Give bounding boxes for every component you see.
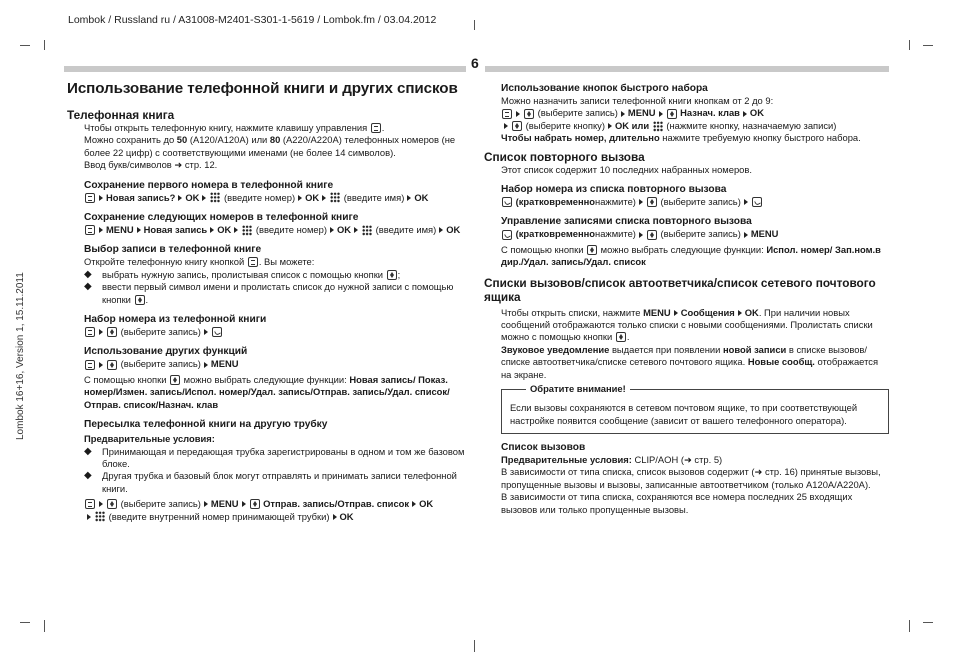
nav-key-icon [107, 499, 117, 509]
char-input-ref: Ввод букв/символов ➜ стр. 12. [84, 159, 218, 171]
crop-mark [20, 45, 30, 46]
menu-key-icon [85, 225, 95, 235]
arrow-icon [659, 111, 663, 117]
nav-key-icon [107, 360, 117, 370]
arrow-icon [210, 227, 214, 233]
call-lists-open-text: Чтобы открыть списки, нажмите MENU Сообщения OK. При наличии новых сообщений отображаются только списки с новыми сообщениями. Пролистать списки можно с помощью кнопки . [501, 306, 873, 343]
speed-dial-heading: Использование кнопок быстрого набора [501, 83, 708, 94]
call-lists-sound-text: Звуковое уведомление выдается при появлении новой записи в списке вызовов/списке автоответчика/списке сетевого почтового ящика. Новые сообщ. отображается на экране. [501, 343, 879, 380]
arrow-icon [674, 310, 678, 316]
speed-dial-intro: Можно назначить записи телефонной книги кнопкам от 2 до 9: [501, 95, 774, 106]
other-functions-text: С помощью кнопки можно выбрать следующие функции: Новая запись/ Показ. номер/Измен. запись/Испол. номер/Удал. запись/Отправ. запись/Удал. список/Отправ. список/Назнач. клав [84, 373, 450, 410]
menu-key-icon [371, 123, 381, 133]
save-first-steps: Новая запись? OK (введите номер) OK (введите имя) OK [84, 192, 472, 204]
keypad-icon [362, 225, 372, 236]
call-key-icon [752, 197, 762, 207]
note-text: Если вызовы сохраняются в сетевом почтовом ящике, то при соответствующей настройке появится сообщение (зависит от вашего телефонного оператора). [510, 402, 858, 426]
call-key-icon [502, 230, 512, 240]
call-list-text-1: В зависимости от типа списка, список вызовов содержит (➜ стр. 16) принятые вызовы, пропущенные вызовы и вызовы, записанные автоответчиком (только A120A/A220A). [501, 466, 881, 490]
keypad-icon [95, 511, 105, 522]
crop-mark [923, 622, 933, 623]
call-list-heading: Список вызовов [501, 441, 586, 453]
nav-key-icon [170, 375, 180, 385]
crop-mark [909, 40, 910, 50]
redial-manage-text: С помощью кнопки можно выбрать следующие функции: Испол. номер/ Зап.ном.в дир./Удал. запись/Удал. список [501, 243, 881, 268]
menu-key-icon [85, 360, 95, 370]
arrow-icon [137, 227, 141, 233]
redial-manage-steps: (кратковременно нажмите) (выберите запись) MENU [501, 228, 889, 240]
arrow-icon [204, 329, 208, 335]
crop-mark [474, 640, 475, 652]
menu-key-icon [85, 327, 95, 337]
call-list-preconditions: Предварительные условия: CLIP/AOH (➜ стр. 5) [501, 453, 723, 465]
redial-list-text: Этот список содержит 10 последних набранных номеров. [501, 163, 752, 175]
transfer-steps: (выберите запись) MENU Отправ. запись/Отправ. список OK [84, 498, 472, 510]
arrow-icon [204, 362, 208, 368]
list-item: ◆ Другая трубка и базовый блок могут отправлять и принимать записи телефонной книги. [84, 470, 457, 494]
list-item: ◆ выбрать нужную запись, пролистывая список с помощью кнопки ; [84, 268, 401, 280]
menu-key-icon [502, 109, 512, 119]
crop-mark [44, 620, 45, 632]
arrow-icon [639, 232, 643, 238]
arrow-icon [99, 195, 103, 201]
select-entry-heading: Выбор записи в телефонной книге [84, 244, 262, 256]
select-entry-intro: Откройте телефонную книгу кнопкой . Вы можете: [84, 256, 315, 268]
arrow-icon [354, 227, 358, 233]
nav-key-icon [250, 499, 260, 509]
arrow-icon [608, 123, 612, 129]
transfer-steps-2: (введите внутренний номер принимающей трубки) OK [84, 511, 472, 523]
arrow-icon [178, 195, 182, 201]
nav-key-icon [667, 109, 677, 119]
page-number: 6 [471, 55, 479, 71]
speed-dial-steps: (выберите запись) MENU Назнач. клав OK [501, 107, 889, 119]
save-first-heading: Сохранение первого номера в телефонной книге [84, 179, 334, 191]
redial-dial-steps: (кратковременно нажмите) (выберите запись) [501, 196, 889, 208]
list-item: ◆ Принимающая и передающая трубка зарегистрированы в одном и том же базовом блоке. [84, 445, 465, 469]
keypad-icon [242, 225, 252, 236]
arrow-icon [204, 501, 208, 507]
call-lists-heading: Списки вызовов/список автоответчика/список сетевого почтового ящика [484, 275, 876, 304]
arrow-icon [234, 227, 238, 233]
arrow-icon [639, 199, 643, 205]
keypad-icon [210, 192, 220, 203]
nav-key-icon [647, 230, 657, 240]
arrow-icon [99, 362, 103, 368]
call-list-text-2: В зависимости от типа списка, сохраняются все номера последних 25 входящих вызовов или только пропущенные вызовы. [501, 491, 853, 515]
crop-mark [909, 620, 910, 632]
menu-key-icon [248, 257, 258, 267]
crop-mark [44, 40, 45, 50]
right-column [484, 82, 889, 516]
arrow-icon [412, 501, 416, 507]
nav-key-icon [524, 109, 534, 119]
crop-mark [20, 622, 30, 623]
page-title: Использование телефонной книги и других списков [67, 80, 458, 97]
other-functions-heading: Использование других функций [84, 346, 248, 358]
phonebook-open-text: Чтобы открыть телефонную книгу, нажмите клавишу управления . [84, 122, 385, 133]
header-rule-right [485, 66, 889, 72]
keypad-icon [653, 121, 663, 132]
transfer-preconditions-label: Предварительные условия: [84, 433, 215, 445]
dial-from-book-steps: (выберите запись) [84, 326, 472, 338]
call-key-icon [502, 197, 512, 207]
nav-key-icon [387, 270, 397, 280]
arrow-icon [439, 227, 443, 233]
menu-key-icon [85, 499, 95, 509]
note-box [501, 383, 889, 434]
arrow-icon [99, 329, 103, 335]
arrow-icon [99, 501, 103, 507]
note-label: Обратите внимание! [526, 383, 630, 395]
nav-key-icon [107, 327, 117, 337]
redial-list-heading: Список повторного вызова [484, 149, 645, 164]
arrow-icon [744, 199, 748, 205]
arrow-icon [298, 195, 302, 201]
arrow-icon [516, 111, 520, 117]
arrow-icon [504, 123, 508, 129]
redial-manage-heading: Управление записями списка повторного вызова [501, 216, 752, 228]
speed-dial-usage: Чтобы набрать номер, длительно нажмите требуемую кнопку быстрого набора. [501, 132, 861, 144]
arrow-icon [99, 227, 103, 233]
phonebook-heading: Телефонная книга [67, 108, 175, 122]
arrow-icon [744, 232, 748, 238]
side-version-text: Lombok 16+16, Version 1, 15.11.2011 [15, 272, 26, 440]
arrow-icon [242, 501, 246, 507]
nav-key-icon [512, 121, 522, 131]
header-rule-left [64, 66, 466, 72]
list-item: ◆ ввести первый символ имени и пролистать список до нужной записи с помощью кнопки . [84, 281, 454, 305]
arrow-icon [330, 227, 334, 233]
nav-key-icon [135, 295, 145, 305]
other-functions-steps: (выберите запись) MENU [84, 358, 472, 370]
arrow-icon [738, 310, 742, 316]
arrow-icon [87, 514, 91, 520]
menu-key-icon [85, 193, 95, 203]
speed-dial-steps-2: (выберите кнопку) OK или (нажмите кнопку, назначаемую записи) [501, 120, 889, 132]
call-key-icon [212, 327, 222, 337]
left-column [67, 80, 472, 523]
save-next-heading: Сохранение следующих номеров в телефонной книге [84, 212, 359, 224]
nav-key-icon [616, 332, 626, 342]
phonebook-capacity-text: Можно сохранить до 50 (A120/A120A) или 80 (A220/A220A) телефонных номеров (не более 22 цифр) с соответствующими именами (не более 14 символов). [84, 134, 456, 158]
arrow-icon [743, 111, 747, 117]
arrow-icon [322, 195, 326, 201]
document-header: Lombok / Russland ru / A31008-M2401-S301-1-5619 / Lombok.fm / 03.04.2012 [68, 14, 437, 26]
crop-mark [923, 45, 933, 46]
crop-mark [474, 20, 475, 30]
redial-dial-heading: Набор номера из списка повторного вызова [501, 184, 727, 196]
nav-key-icon [587, 245, 597, 255]
arrow-icon [621, 111, 625, 117]
arrow-icon [333, 514, 337, 520]
arrow-icon [407, 195, 411, 201]
dial-from-book-heading: Набор номера из телефонной книги [84, 314, 267, 326]
arrow-icon [202, 195, 206, 201]
transfer-heading: Пересылка телефонной книги на другую трубку [84, 419, 328, 431]
save-next-steps: MENU Новая запись OK (введите номер) OK (введите имя) OK [84, 224, 472, 236]
nav-key-icon [647, 197, 657, 207]
keypad-icon [330, 192, 340, 203]
